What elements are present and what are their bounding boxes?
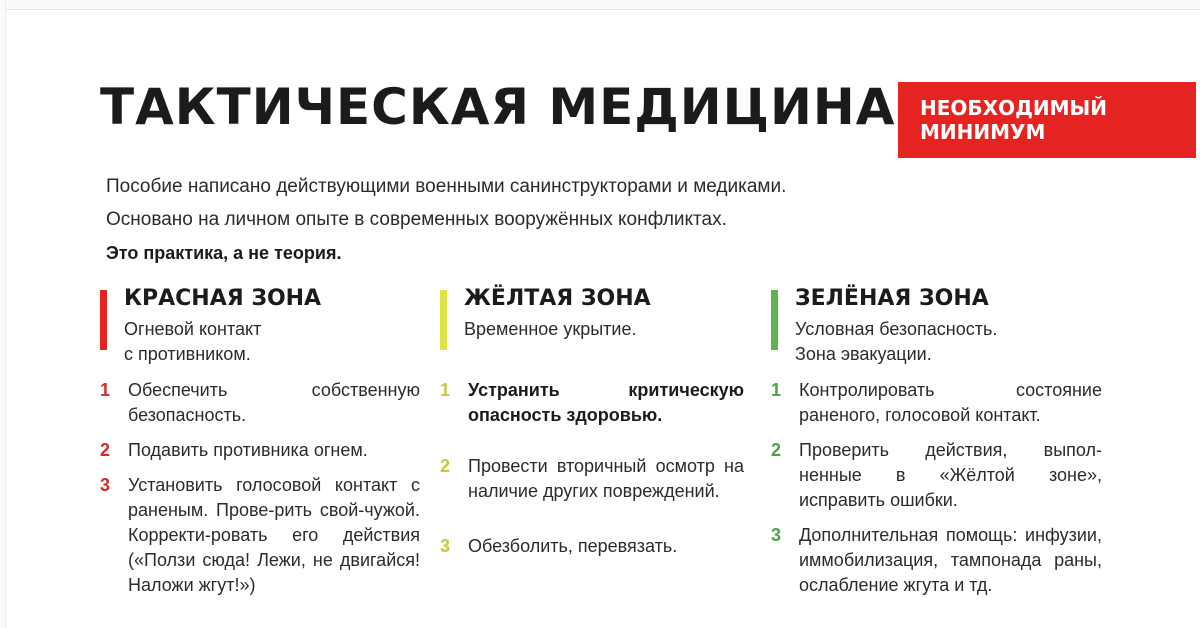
green-zone-step	[771, 523, 1102, 598]
step-text: Устранить критическую опасность здоровью.	[468, 380, 744, 425]
green-zone-step	[771, 378, 1102, 428]
green-zone-title: ЗЕЛЁНАЯ ЗОНА	[795, 286, 989, 311]
step-number: 3	[771, 525, 782, 545]
intro-line-2: Основано на личном опыте в современных вооружённых конфликтах.	[106, 209, 727, 230]
page-title: ТАКТИЧЕСКАЯ МЕДИЦИНА	[100, 78, 896, 136]
yellow-zone-subtitle	[464, 317, 636, 342]
badge-line-1: НЕОБХОДИМЫЙ	[920, 96, 1107, 120]
green-zone-marker	[771, 290, 778, 350]
step-text: Дополнительная помощь: инфузии, иммобилизация, тампонада раны, ослабление жгута и тд.	[799, 525, 1102, 595]
step-text: Обезболить, перевязать.	[468, 536, 678, 556]
green-zone-subtitle	[795, 317, 997, 367]
step-number: 1	[771, 380, 782, 400]
step-number: 1	[100, 380, 111, 400]
step-text: Контролировать состояние раненого, голосовой контакт.	[799, 380, 1102, 425]
yellow-zone-step	[440, 454, 744, 504]
step-text: Установить голосовой контакт с раненым. Прове-рить свой-чужой. Корректи-ровать его действия («Ползи сюда! Лежи, не двигайся! Наложи жгут!»)	[128, 475, 420, 595]
red-zone-subtitle-line-2: с противником.	[124, 344, 251, 364]
step-text: Обеспечить собственную безопасность.	[128, 380, 420, 425]
step-text: Подавить противника огнем.	[128, 440, 368, 460]
green-zone-subtitle-line-1: Условная безопасность.	[795, 319, 998, 339]
red-zone-subtitle	[124, 317, 261, 367]
red-zone-marker	[100, 290, 107, 350]
intro-line-3: Это практика, а не теория.	[106, 243, 342, 263]
red-zone-title: КРАСНАЯ ЗОНА	[124, 286, 322, 311]
window-frame-left	[0, 0, 6, 628]
green-zone-subtitle-line-2: Зона эвакуации.	[795, 344, 932, 364]
yellow-zone-marker	[440, 290, 447, 350]
yellow-zone-subtitle-line-1: Временное укрытие.	[464, 319, 637, 339]
red-zone-steps	[100, 378, 420, 608]
red-zone-step	[100, 378, 420, 428]
red-zone-step	[100, 438, 420, 463]
yellow-zone-step	[440, 378, 744, 428]
step-number: 1	[440, 380, 451, 400]
green-zone-step	[771, 438, 1102, 513]
step-number: 3	[100, 475, 111, 495]
intro-line-1: Пособие написано действующими военными санинструкторами и медиками.	[106, 176, 787, 197]
step-text: Провести вторичный осмотр на наличие других повреждений.	[468, 456, 744, 501]
step-number: 3	[440, 536, 451, 556]
red-zone-step	[100, 473, 420, 598]
yellow-zone-step	[440, 534, 744, 559]
step-number: 2	[440, 456, 451, 476]
minimum-badge	[898, 82, 1196, 158]
green-zone-steps	[771, 378, 1102, 608]
badge-line-2: МИНИМУМ	[920, 120, 1046, 144]
red-zone-subtitle-line-1: Огневой контакт	[124, 319, 262, 339]
step-number: 2	[771, 440, 782, 460]
window-frame-top	[0, 0, 1200, 10]
step-number: 2	[100, 440, 111, 460]
yellow-zone-steps	[440, 378, 744, 569]
yellow-zone-title: ЖЁЛТАЯ ЗОНА	[464, 286, 651, 311]
step-text: Проверить действия, выпол-ненные в «Жёлтой зоне», исправить ошибки.	[799, 440, 1102, 510]
